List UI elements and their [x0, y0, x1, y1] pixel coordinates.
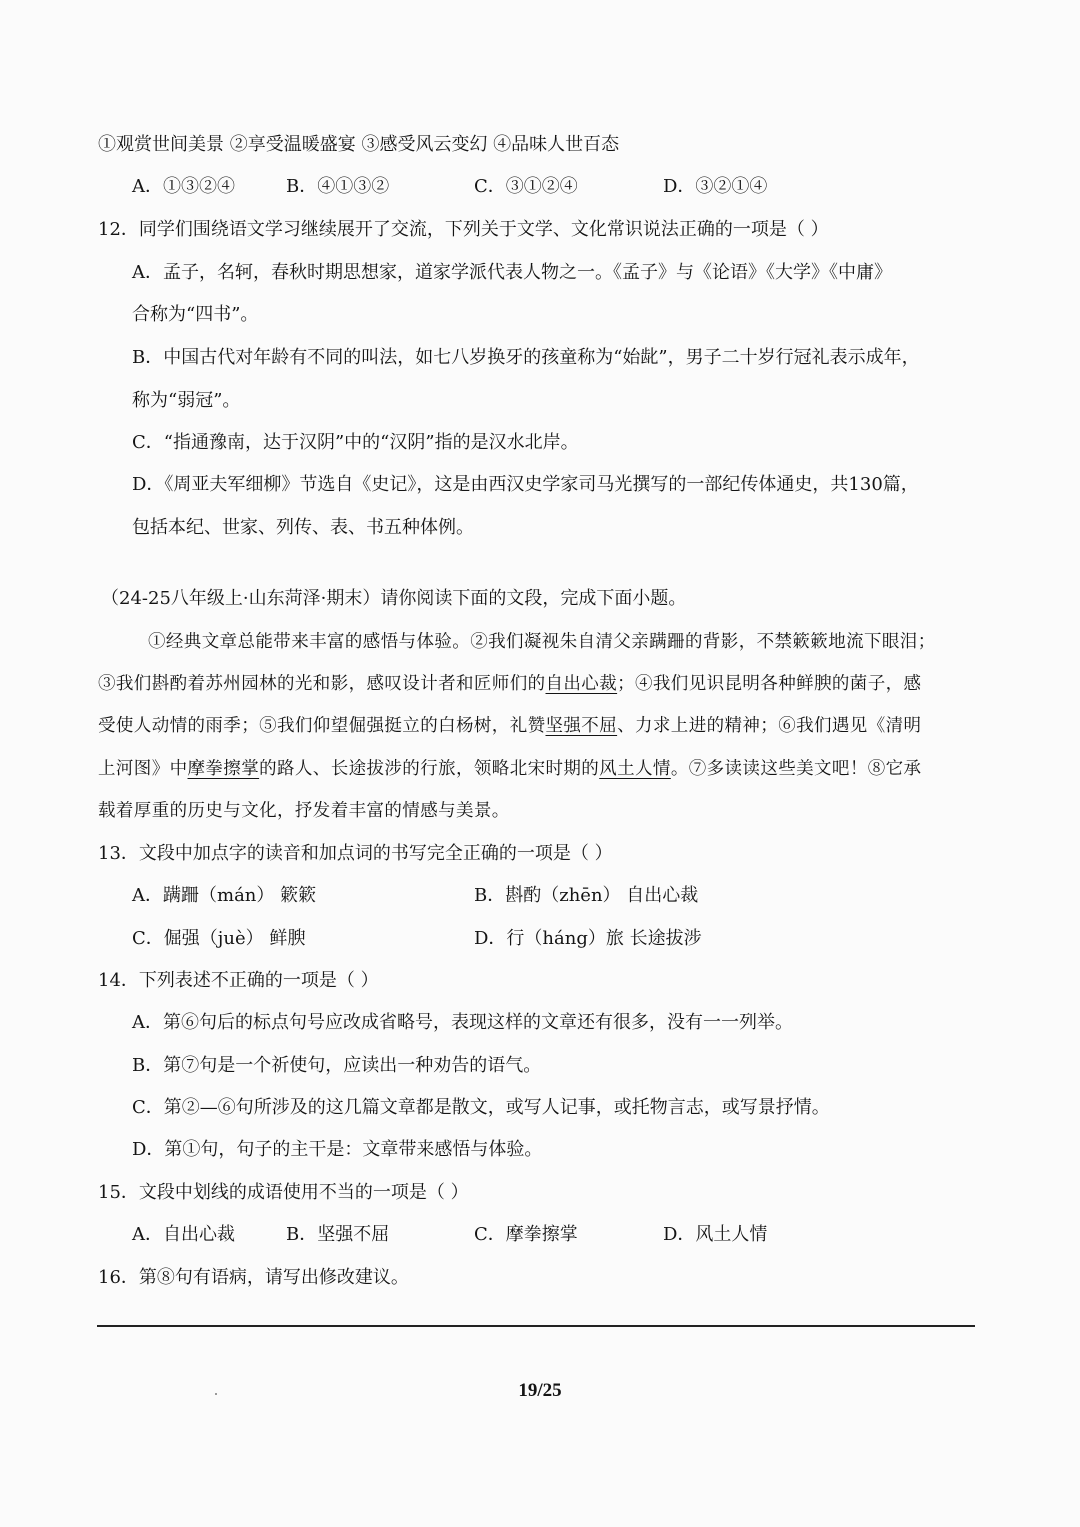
q14-option-b: B．第⑦句是一个祈使句，应读出一种劝告的语气。 [132, 1055, 542, 1076]
underlined-idiom-2: 坚强不屈 [545, 716, 618, 736]
q13-option-c: C．倔强（juè） 鲜腴 [132, 928, 306, 949]
q12-stem: 12．同学们围绕语文学习继续展开了交流，下列关于文学、文化常识说法正确的一项是（ ） [98, 219, 829, 240]
q12-option-b-line2: 称为“弱冠”。 [132, 390, 241, 411]
q11-option-c: C．③①②④ [474, 176, 578, 197]
q15-option-c: C．摩拳擦掌 [474, 1224, 578, 1245]
q14-stem: 14．下列表述不正确的一项是（ ） [98, 970, 379, 991]
q13-option-a: A．蹒跚（mán） 簌簌 [132, 885, 317, 906]
q13-option-b: B．斟酌（zhēn） 自出心裁 [474, 885, 699, 906]
passage-line-3: 受使人动情的雨季；⑤我们仰望倔强挺立的白杨树，礼赞坚强不屈、力求上进的精神；⑥我们遇见《清明 [98, 716, 922, 736]
q12-option-a-line2: 合称为“四书”。 [132, 304, 259, 325]
q12-option-c: C．“指通豫南，达于汉阴”中的“汉阴”指的是汉水北岸。 [132, 432, 579, 453]
passage-line-2: ③我们斟酌着苏州园林的光和影，感叹设计者和匠师们的自出心裁；④我们见识昆明各种鲜腴的菌子，感 [98, 674, 922, 694]
answer-line [97, 1325, 975, 1327]
q12-option-a-line1: A．孟子，名轲，春秋时期思想家，道家学派代表人物之一。《孟子》与《论语》《大学》《中庸》 [132, 262, 892, 283]
q14-option-c: C．第②—⑥句所涉及的这几篇文章都是散文，或写人记事，或托物言志，或写景抒情。 [132, 1097, 830, 1118]
underlined-idiom-4: 风土人情 [599, 759, 671, 779]
q15-option-d: D．风土人情 [663, 1224, 768, 1245]
passage-line-4: 上河图》中摩拳擦掌的路人、长途拔涉的行旅，领略北宋时期的风土人情。⑦多读读这些美文吧！⑧它承 [98, 759, 922, 779]
q14-option-d: D．第①句，句子的主干是：文章带来感悟与体验。 [132, 1139, 543, 1160]
q11-items: ①观赏世间美景 ②享受温暖盛宴 ③感受风云变幻 ④品味人世百态 [98, 134, 620, 155]
passage-intro: （24-25八年级上·山东菏泽·期末）请你阅读下面的文段，完成下面小题。 [101, 588, 687, 609]
q11-option-a: A．①③②④ [132, 176, 235, 197]
q14-option-a: A．第⑥句后的标点句号应改成省略号，表现这样的文章还有很多，没有一一列举。 [132, 1012, 793, 1033]
q13-option-d: D．行（háng）旅 长途拔涉 [474, 928, 702, 949]
q11-option-d: D．③②①④ [663, 176, 768, 197]
underlined-idiom-1: 自出心裁 [545, 674, 618, 694]
q11-option-b: B．④①③② [286, 176, 390, 197]
passage-line-1: ①经典文章总能带来丰富的感悟与体验。②我们凝视朱自清父亲蹒跚的背影，不禁簌簌地流下眼泪； [148, 632, 936, 652]
q12-option-d-line1: D．《周亚夫军细柳》节选自《史记》，这是由西汉史学家司马光撰写的一部纪传体通史，共130篇， [132, 474, 919, 495]
q15-option-b: B．坚强不屈 [286, 1224, 390, 1245]
q15-stem: 15．文段中划线的成语使用不当的一项是（ ） [98, 1182, 469, 1203]
page-number: 19/25 [518, 1380, 562, 1401]
q13-stem: 13．文段中加点字的读音和加点词的书写完全正确的一项是（ ） [98, 843, 613, 864]
q16-stem: 16．第⑧句有语病，请写出修改建议。 [98, 1267, 409, 1288]
q15-option-a: A．自出心裁 [132, 1224, 235, 1245]
q12-option-d-line2: 包括本纪、世家、列传、表、书五种体例。 [132, 517, 474, 538]
q12-option-b-line1: B．中国古代对年龄有不同的叫法，如七八岁换牙的孩童称为“始龀”，男子二十岁行冠礼表示成年， [132, 347, 920, 368]
underlined-idiom-3: 摩拳擦掌 [187, 759, 260, 779]
passage-line-5: 载着厚重的历史与文化，抒发着丰富的情感与美景。 [98, 801, 510, 821]
